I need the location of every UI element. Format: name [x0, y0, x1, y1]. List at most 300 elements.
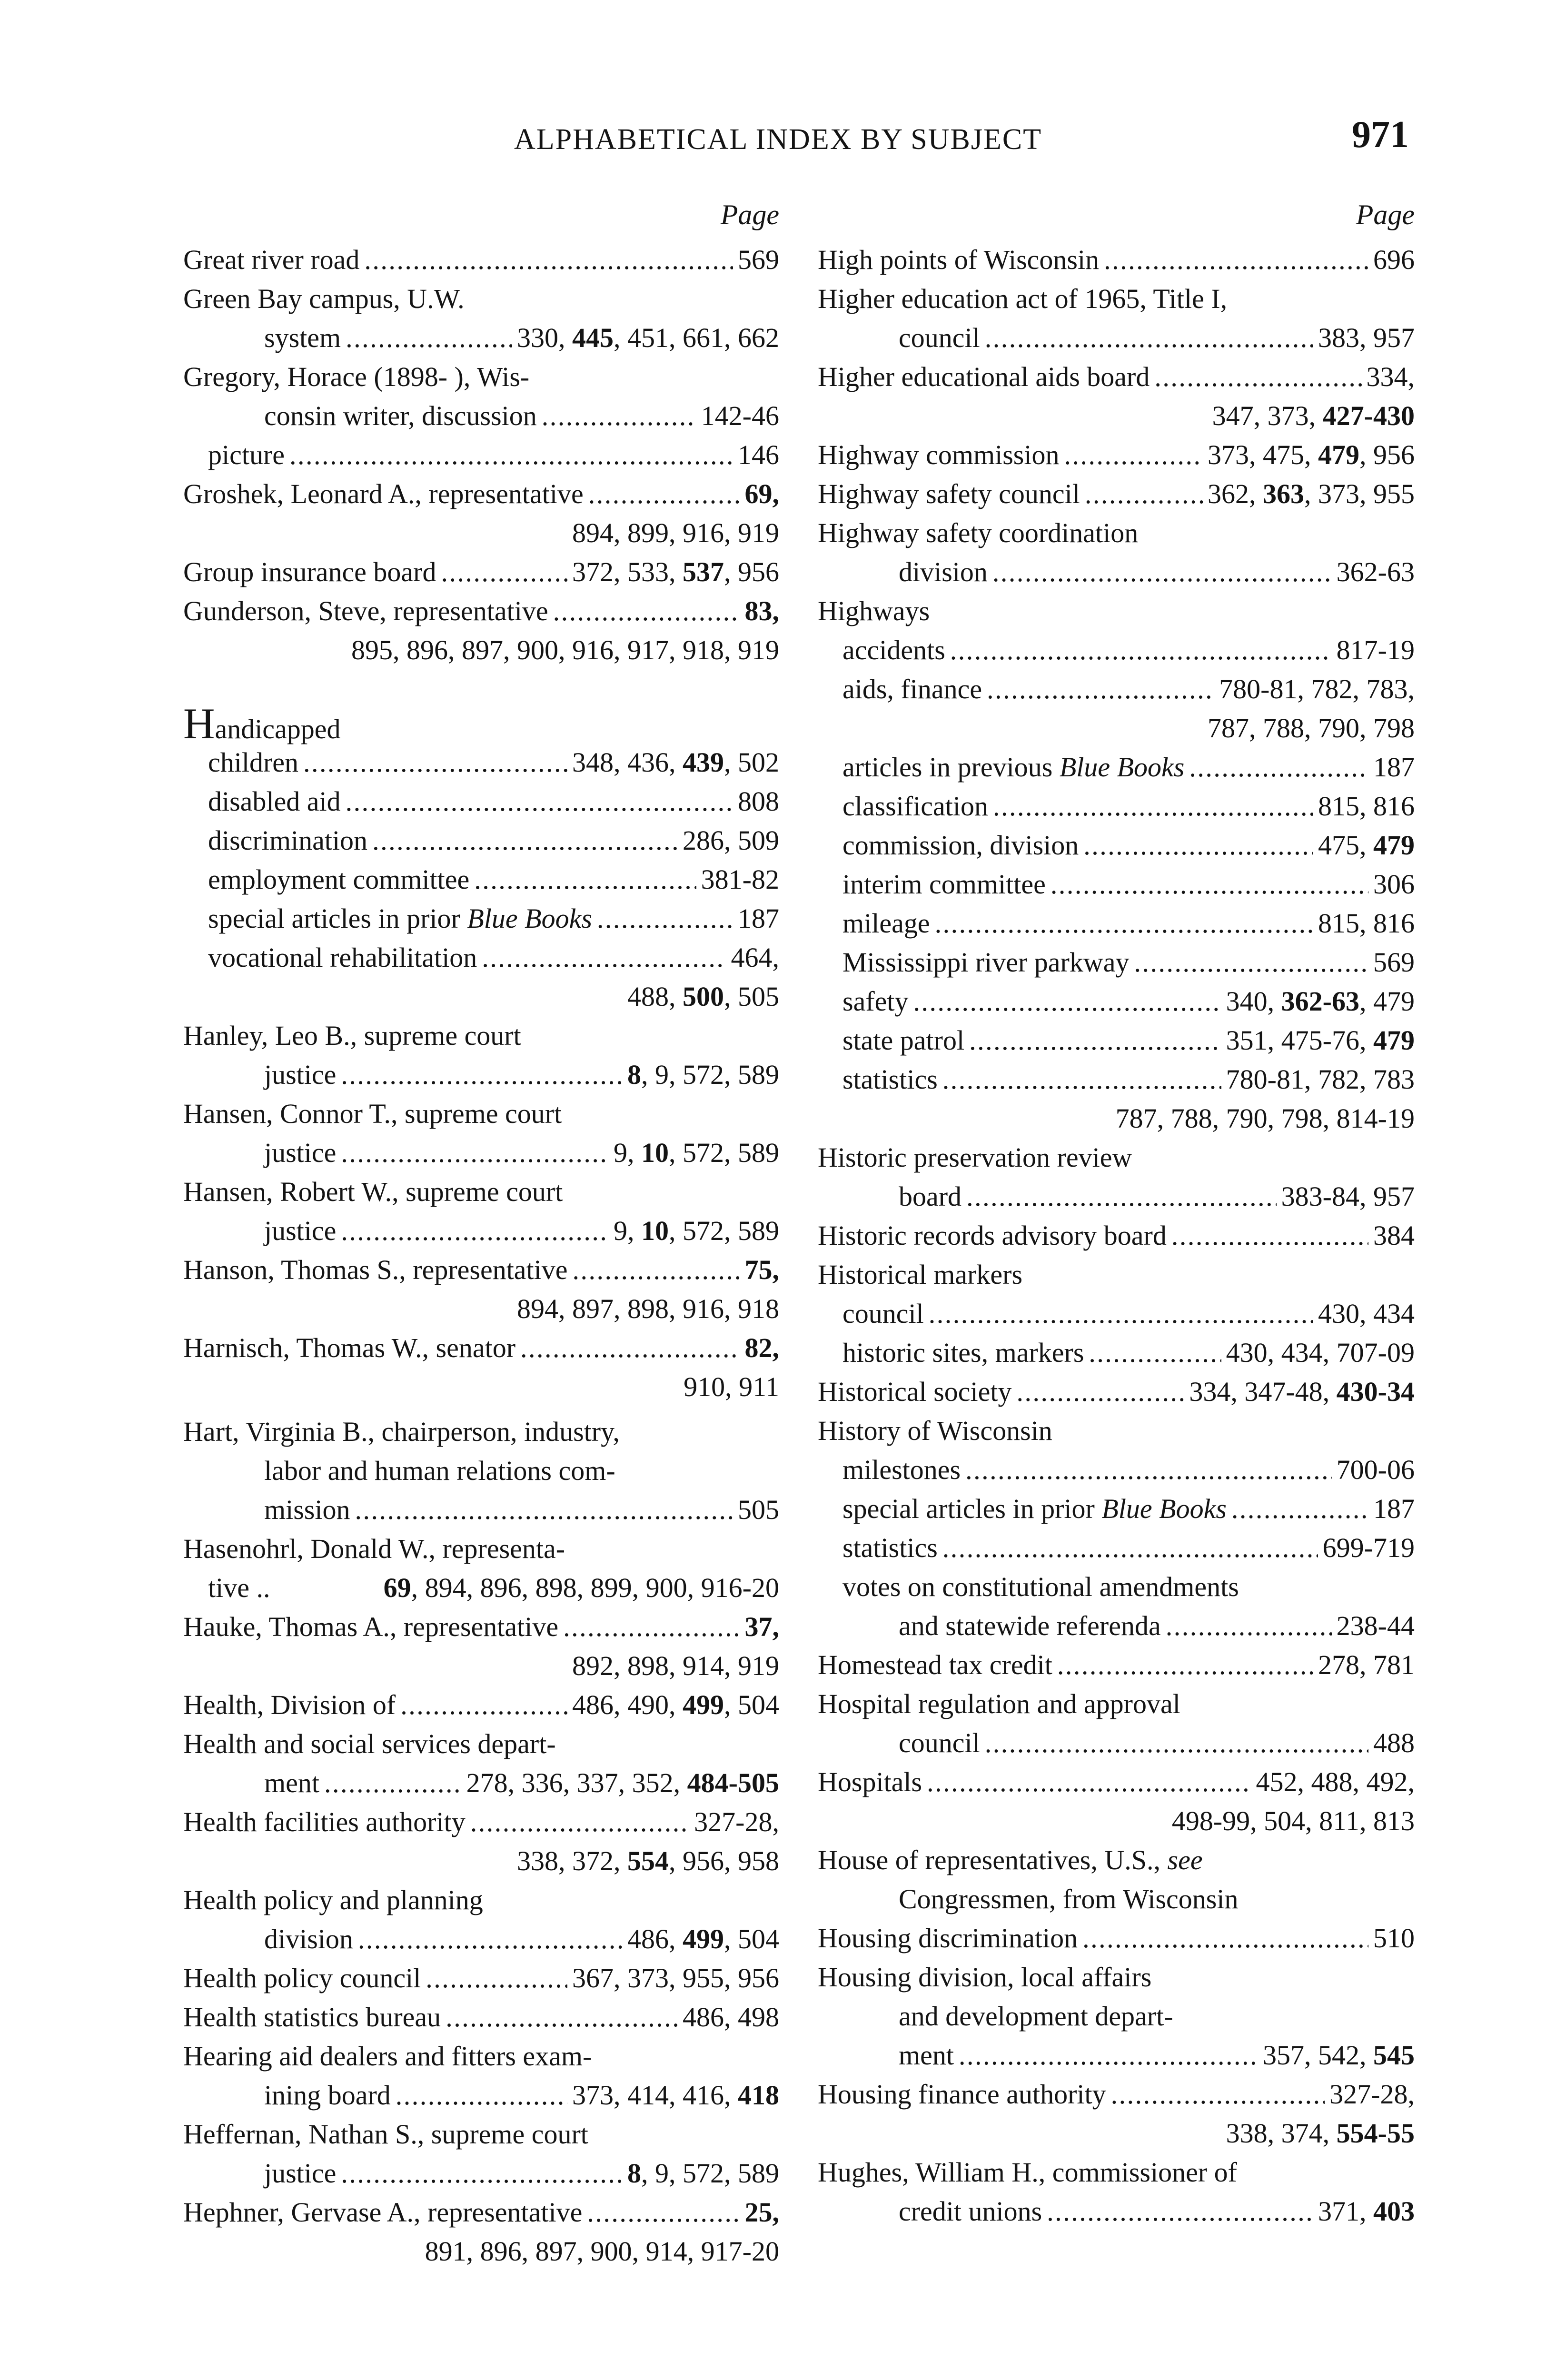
entry-term: Heffernan, Nathan S., supreme court: [183, 2119, 588, 2150]
index-entries-right: [818, 240, 1415, 2231]
index-entry: [818, 2153, 1415, 2231]
entry-term: commission, division: [842, 830, 1079, 861]
entry-term: disabled aid: [208, 786, 341, 817]
dot-leader: [355, 1490, 733, 1529]
entry-term: council: [842, 1298, 924, 1329]
page-references: 373, 414, 416, 418: [572, 2080, 779, 2111]
entry-term: House of representatives, U.S., see: [818, 1844, 1203, 1875]
page-header: [0, 113, 1546, 166]
page-references: 238-44: [1336, 1610, 1415, 1641]
index-entry-line: [183, 357, 779, 397]
spacer: [899, 2114, 1226, 2153]
index-entry: [818, 670, 1415, 748]
index-entry-line: [818, 592, 1415, 631]
entry-term: mission: [264, 1494, 350, 1525]
entry-term: employment committee: [208, 864, 470, 895]
dot-leader: [1082, 1919, 1368, 1958]
dot-leader: [341, 1211, 609, 1250]
entry-term: Historical society: [818, 1376, 1012, 1407]
dot-leader: [1047, 2192, 1313, 2231]
index-entry-line: [183, 1998, 779, 2037]
index-entry: [818, 787, 1415, 826]
index-entry-line: [818, 826, 1415, 865]
page-references: 187: [1373, 752, 1415, 783]
index-entry: [818, 1255, 1415, 1294]
index-entry-line: [818, 865, 1415, 904]
page-references: 486, 499, 504: [627, 1924, 779, 1954]
dot-leader: [1134, 943, 1369, 982]
index-entry-line: [818, 397, 1415, 436]
index-entry-line: [183, 1094, 779, 1133]
page-references: 373, 475, 479, 956: [1208, 439, 1415, 470]
index-entry: [183, 1329, 779, 1407]
dot-leader: [358, 1920, 623, 1959]
dot-leader: [1189, 748, 1368, 787]
entry-term: Gunderson, Steve, representative: [183, 595, 548, 626]
index-entry-line: [818, 1567, 1415, 1606]
page-references: 452, 488, 492,: [1256, 1766, 1415, 1797]
entry-term: safety: [842, 986, 909, 1017]
entry-term: Gregory, Horace (1898- ), Wis-: [183, 361, 530, 392]
index-entry: [818, 592, 1415, 631]
dot-leader: [985, 318, 1313, 357]
index-entry-line: [183, 1568, 779, 1607]
dot-leader: [470, 1803, 689, 1842]
index-entry: [183, 2037, 779, 2115]
index-entry-line: [183, 938, 779, 977]
entry-term: Health statistics bureau: [183, 2002, 441, 2033]
index-entry-line: [183, 1959, 779, 1998]
entry-term: Historic records advisory board: [818, 1220, 1167, 1251]
page-references: 187: [1373, 1493, 1415, 1524]
dot-leader: [1050, 865, 1368, 904]
entry-term: statistics: [842, 1064, 938, 1095]
index-entry-line: [818, 631, 1415, 670]
dot-leader: [324, 1764, 462, 1803]
page-references: 817-19: [1336, 635, 1415, 665]
entry-term: ment: [899, 2040, 954, 2071]
index-entry-line: [183, 1881, 779, 1920]
page-references: 338, 374, 554-55: [1226, 2118, 1415, 2149]
spacer: [899, 1099, 1116, 1138]
index-entry-line: [183, 1842, 779, 1881]
dot-leader: [400, 1686, 567, 1725]
entry-term: Health, Division of: [183, 1689, 396, 1720]
page-references: 371, 403: [1318, 2196, 1415, 2227]
entry-term: Great river road: [183, 244, 360, 275]
entry-term: Groshek, Leonard A., representative: [183, 478, 584, 509]
dot-leader: [542, 397, 696, 436]
index-entry-line: [818, 1724, 1415, 1763]
index-entry-line: [818, 318, 1415, 357]
index-entry: [818, 1450, 1415, 1489]
index-entry-line: [183, 1803, 779, 1842]
entry-term: vocational rehabilitation: [208, 942, 477, 973]
index-entry-line: [183, 899, 779, 938]
index-entry: [818, 1763, 1415, 1841]
index-entry-line: [183, 1529, 779, 1568]
index-entry: [818, 826, 1415, 865]
spacer: [899, 1802, 1172, 1841]
index-entry-line: [183, 1451, 779, 1490]
dot-leader: [1085, 475, 1203, 514]
index-entry: [818, 1958, 1415, 2075]
entry-term: Green Bay campus, U.W.: [183, 283, 465, 314]
page-references: 505: [738, 1494, 779, 1525]
index-entry-line: [818, 1255, 1415, 1294]
page-references: 83,: [744, 595, 779, 626]
index-entry: [183, 699, 779, 748]
entry-term: mileage: [842, 908, 930, 939]
entry-term: Hansen, Connor T., supreme court: [183, 1098, 562, 1129]
index-entry: [183, 357, 779, 436]
index-entry: [183, 279, 779, 357]
entry-term: Housing division, local affairs: [818, 1962, 1152, 1993]
entry-term: tive ..: [208, 1572, 270, 1603]
dot-leader: [1057, 1646, 1313, 1685]
page-references: 892, 898, 914, 919: [572, 1650, 779, 1681]
page-references: 142-46: [701, 400, 779, 431]
index-entry-line: [818, 1997, 1415, 2036]
index-entry-line: [818, 670, 1415, 709]
page-references: 286, 509: [683, 825, 779, 856]
dot-leader: [441, 553, 568, 592]
entry-term: Highway safety council: [818, 478, 1080, 509]
entry-term: state patrol: [842, 1025, 965, 1056]
entry-term: labor and human relations com-: [264, 1455, 615, 1486]
page-references: 330, 445, 451, 661, 662: [517, 322, 779, 353]
entry-term: consin writer, discussion: [264, 400, 537, 431]
index-entry: [183, 938, 779, 1016]
index-entry-line: [183, 821, 779, 860]
page-references: 37,: [744, 1611, 779, 1642]
dot-leader: [1111, 2075, 1325, 2114]
index-entry-line: [183, 1250, 779, 1289]
dot-leader: [1017, 1372, 1185, 1411]
index-entry-line: [818, 748, 1415, 787]
dot-leader: [597, 899, 733, 938]
page-references: 69, 894, 896, 898, 899, 900, 916-20: [383, 1572, 779, 1603]
page-references: 815, 816: [1318, 908, 1415, 939]
page-references: 895, 896, 897, 900, 916, 917, 918, 919: [351, 635, 779, 665]
dot-leader: [573, 1250, 740, 1289]
entry-term: Homestead tax credit: [818, 1649, 1052, 1680]
index-entry: [183, 1250, 779, 1329]
index-entry: [183, 475, 779, 553]
index-entry-line: [818, 1919, 1415, 1958]
index-entry: [183, 1529, 779, 1607]
entry-term: Health and social services depart-: [183, 1728, 556, 1759]
page-references: 696: [1373, 244, 1415, 275]
page-references: 780-81, 782, 783: [1226, 1064, 1415, 1095]
index-entry: [818, 1216, 1415, 1255]
index-entry-line: [818, 1958, 1415, 1997]
entry-term: Historical markers: [818, 1259, 1023, 1290]
index-entry: [183, 1881, 779, 1959]
page-references: 787, 788, 790, 798: [1208, 713, 1415, 744]
entry-term: classification: [842, 791, 989, 822]
index-entry-line: [818, 279, 1415, 318]
index-entry-line: [183, 1646, 779, 1686]
index-entry: [818, 865, 1415, 904]
index-entry-line: [818, 2192, 1415, 2231]
dot-leader: [1231, 1489, 1368, 1528]
entry-term: special articles in prior Blue Books: [842, 1493, 1227, 1524]
index-entry: [183, 1412, 779, 1529]
index-entry-line: [183, 318, 779, 357]
page-references: 8, 9, 572, 589: [627, 1059, 779, 1090]
entry-term: Handicapped: [183, 699, 341, 748]
dot-leader: [959, 2036, 1258, 2075]
index-entry: [818, 1919, 1415, 1958]
entry-term: Health policy and planning: [183, 1884, 483, 1915]
index-entry: [818, 748, 1415, 787]
dot-leader: [341, 1133, 609, 1172]
entry-term: Highway commission: [818, 439, 1060, 470]
index-entry-line: [818, 1099, 1415, 1138]
page-references: 69,: [744, 478, 779, 509]
entry-term: children: [208, 747, 299, 778]
index-entry-line: [183, 631, 779, 670]
index-entry: [818, 1567, 1415, 1646]
page-references: 306: [1373, 869, 1415, 900]
index-entry: [183, 1607, 779, 1686]
dot-leader: [913, 982, 1221, 1021]
spacer: [899, 397, 1212, 436]
page-references: 780-81, 782, 783,: [1219, 674, 1415, 704]
index-entry-line: [818, 2036, 1415, 2075]
index-entry-line: [818, 1060, 1415, 1099]
index-entry-line: [183, 1329, 779, 1368]
index-entry-line: [818, 1802, 1415, 1841]
page-references: 338, 372, 554, 956, 958: [517, 1845, 779, 1876]
page-references: 362-63: [1336, 556, 1415, 587]
dot-leader: [563, 1607, 740, 1646]
spacer: [270, 1568, 383, 1607]
index-entry-line: [818, 1646, 1415, 1685]
index-column-right: [818, 198, 1415, 2231]
entry-term: votes on constitutional amendments: [842, 1571, 1239, 1602]
index-entry: [818, 1021, 1415, 1060]
index-entry-line: [183, 2193, 779, 2232]
entry-term: aids, finance: [842, 674, 982, 704]
entry-term: statistics: [842, 1532, 938, 1563]
index-entry-line: [818, 1841, 1415, 1880]
entry-term: Hasenohrl, Donald W., representa-: [183, 1533, 565, 1564]
page-references: 699-719: [1322, 1532, 1415, 1563]
index-entry-line: [183, 1133, 779, 1172]
dot-leader: [341, 2154, 623, 2193]
index-entry-line: [183, 2115, 779, 2154]
dot-leader: [553, 592, 740, 631]
page-references: 334, 347-48, 430-34: [1189, 1376, 1415, 1407]
entry-term: ment: [264, 1767, 319, 1798]
index-entry-line: [183, 2076, 779, 2115]
entry-term: and statewide referenda: [899, 1610, 1161, 1641]
index-entry-line: [183, 699, 779, 748]
index-entry: [818, 2075, 1415, 2153]
page-references: 327-28,: [1329, 2079, 1415, 2110]
index-entry-line: [183, 1016, 779, 1055]
index-entry: [183, 240, 779, 279]
index-entry: [183, 1686, 779, 1725]
index-entry: [183, 2193, 779, 2271]
entry-term: Housing discrimination: [818, 1923, 1078, 1954]
page-references: 910, 911: [684, 1371, 779, 1402]
index-entry-line: [818, 240, 1415, 279]
entry-term: council: [899, 322, 980, 353]
dot-leader: [587, 2193, 740, 2232]
page-references: 340, 362-63, 479: [1226, 986, 1415, 1017]
index-entry: [818, 436, 1415, 475]
index-entry-line: [183, 592, 779, 631]
entry-term: Mississippi river parkway: [842, 947, 1130, 978]
index-entry-line: [818, 787, 1415, 826]
page-references: 372, 533, 537, 956: [572, 556, 779, 587]
page-references: 383-84, 957: [1281, 1181, 1415, 1212]
entry-term: division: [899, 556, 988, 587]
entry-term: interim committee: [842, 869, 1046, 900]
page-references: 464,: [731, 942, 779, 973]
entry-term: discrimination: [208, 825, 368, 856]
dot-leader: [426, 1959, 567, 1998]
index-entry-line: [818, 2114, 1415, 2153]
index-entry: [818, 1685, 1415, 1763]
dot-leader: [341, 1055, 623, 1094]
index-entry-line: [183, 977, 779, 1016]
page-references: 815, 816: [1318, 791, 1415, 822]
entry-term: picture: [208, 439, 285, 470]
index-entry: [818, 475, 1415, 514]
index-entry-line: [183, 240, 779, 279]
index-entry: [818, 1489, 1415, 1528]
entry-term: Higher educational aids board: [818, 361, 1150, 392]
index-entry-line: [183, 1289, 779, 1329]
index-entry-line: [818, 1216, 1415, 1255]
dot-leader: [289, 436, 733, 475]
index-entry-line: [818, 1528, 1415, 1567]
page-references: 808: [738, 786, 779, 817]
index-entry-line: [183, 743, 779, 782]
index-entry: [818, 1372, 1415, 1411]
entry-term: Hephner, Gervase A., representative: [183, 2197, 583, 2228]
spacer: [264, 1368, 684, 1407]
page-references: 278, 336, 337, 352, 484-505: [466, 1767, 779, 1798]
page-references: 367, 373, 955, 956: [572, 1963, 779, 1993]
page-references: 430, 434: [1318, 1298, 1415, 1329]
page-references: 475, 479: [1318, 830, 1415, 861]
entry-term: Highways: [818, 595, 930, 626]
page-references: 894, 899, 916, 919: [572, 517, 779, 548]
entry-term: Group insurance board: [183, 556, 436, 587]
entry-term: accidents: [842, 635, 945, 665]
entry-term: milestones: [842, 1454, 961, 1485]
entry-term: Harnisch, Thomas W., senator: [183, 1332, 516, 1363]
entry-term: History of Wisconsin: [818, 1415, 1052, 1446]
index-entry: [183, 821, 779, 860]
page-references: 75,: [744, 1254, 779, 1285]
dot-leader: [987, 670, 1214, 709]
index-entry-line: [818, 357, 1415, 397]
page-references: 891, 896, 897, 900, 914, 917-20: [425, 2236, 779, 2267]
dot-leader: [1104, 240, 1368, 279]
index-entry: [818, 1333, 1415, 1372]
index-entry-line: [818, 943, 1415, 982]
page-references: 894, 897, 898, 916, 918: [517, 1293, 779, 1324]
index-entry-line: [818, 2153, 1415, 2192]
spacer: [264, 1289, 517, 1329]
entry-term: ining board: [264, 2080, 391, 2111]
index-entry-line: [818, 1763, 1415, 1802]
page-column-label: Page: [720, 199, 779, 230]
entry-term: justice: [264, 2158, 337, 2189]
index-entry-line: [818, 1685, 1415, 1724]
entry-term: credit unions: [899, 2196, 1042, 2227]
index-entry-line: [183, 860, 779, 899]
entry-term: Congressmen, from Wisconsin: [899, 1884, 1239, 1914]
index-entry: [183, 1959, 779, 1998]
entry-term: Hospitals: [818, 1766, 922, 1797]
dot-leader: [935, 904, 1313, 943]
index-entry-line: [818, 514, 1415, 553]
spacer: [264, 1842, 517, 1881]
index-entry-line: [183, 553, 779, 592]
index-entry: [183, 1998, 779, 2037]
dot-leader: [1166, 1606, 1332, 1646]
index-entry-line: [818, 1411, 1415, 1450]
page-references: 348, 436, 439, 502: [572, 747, 779, 778]
index-entry: [818, 982, 1415, 1021]
page-references: 278, 781: [1318, 1649, 1415, 1680]
index-entry: [818, 357, 1415, 436]
index-entry: [818, 1060, 1415, 1138]
entry-term: and development depart-: [899, 2001, 1173, 2032]
index-entry: [183, 899, 779, 938]
index-entry-line: [818, 1450, 1415, 1489]
index-entry-line: [183, 514, 779, 553]
index-entry-line: [818, 1606, 1415, 1646]
index-entry-line: [183, 1490, 779, 1529]
index-entry: [183, 2115, 779, 2193]
page-references: 486, 490, 499, 504: [572, 1689, 779, 1720]
dot-leader: [927, 1763, 1251, 1802]
dot-leader: [346, 318, 512, 357]
entry-term: Hearing aid dealers and fitters exam-: [183, 2041, 592, 2072]
index-entry-line: [818, 1294, 1415, 1333]
index-entry: [183, 1172, 779, 1250]
index-entry: [183, 782, 779, 821]
entry-term: system: [264, 322, 341, 353]
page-references: 8, 9, 572, 589: [627, 2158, 779, 2189]
entry-term: Housing finance authority: [818, 2079, 1106, 2110]
index-entry-line: [183, 2037, 779, 2076]
dot-leader: [303, 743, 567, 782]
entry-term: articles in previous Blue Books: [842, 752, 1185, 783]
page-references: 700-06: [1336, 1454, 1415, 1485]
dot-leader: [993, 787, 1313, 826]
dot-leader: [942, 1060, 1221, 1099]
index-entry: [818, 943, 1415, 982]
index-entry-line: [183, 782, 779, 821]
index-entries-left: [183, 240, 779, 2271]
page-references: 488, 500, 505: [627, 981, 779, 1012]
index-entry-line: [818, 1333, 1415, 1372]
index-entry: [183, 592, 779, 670]
dot-leader: [942, 1528, 1318, 1567]
index-entry: [183, 743, 779, 782]
page-references: 347, 373, 427-430: [1212, 400, 1415, 431]
entry-term: board: [899, 1181, 962, 1212]
